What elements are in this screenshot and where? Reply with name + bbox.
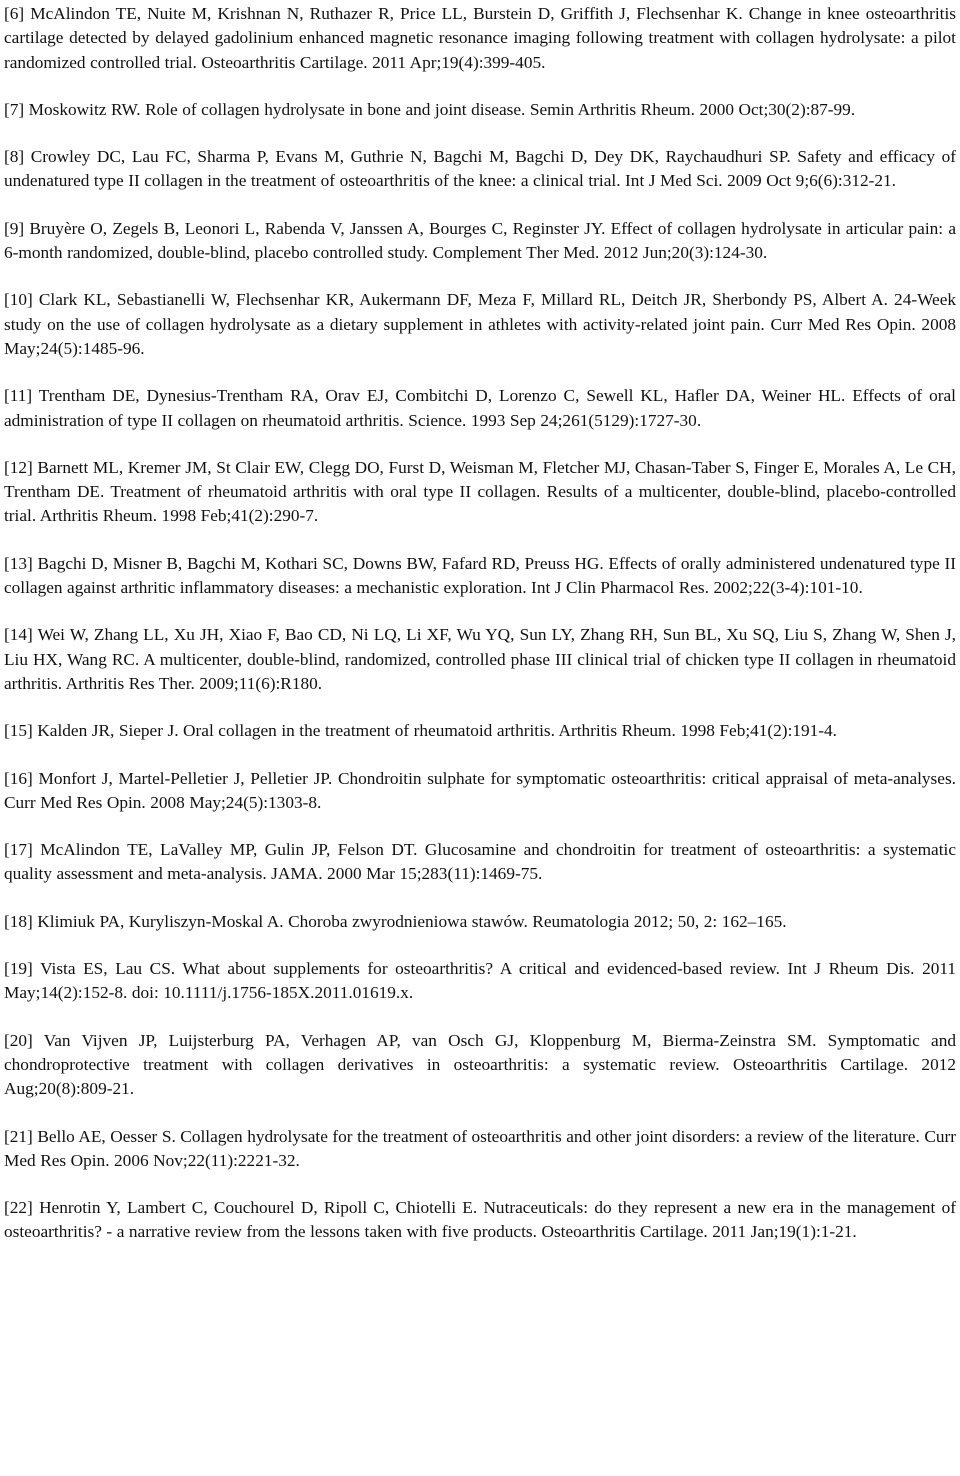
reference-7: [7] Moskowitz RW. Role of collagen hydrolysate in bone and joint disease. Semin Arthritis Rheum. 2000 Oct;30(2):87-99. <box>4 99 856 119</box>
reference-16: [16] Monfort J, Martel-Pelletier J, Pelletier JP. Chondroitin sulphate for symptomatic osteoarthritis: critical appraisal of meta-analyses. Curr Med Res Opin. 2008 May;24(5):1303-8. <box>4 768 956 812</box>
reference-19: [19] Vista ES, Lau CS. What about supplements for osteoarthritis? A critical and evidenced-based review. Int J Rheum Dis. 2011 May;14(2):152-8. doi: 10.1111/j.1756-185X.2011.01619.x. <box>4 959 956 1003</box>
reference-17: [17] McAlindon TE, LaValley MP, Gulin JP, Felson DT. Glucosamine and chondroitin for treatment of osteoarthritis: a systematic quality assessment and meta-analysis. JAMA. 2000 Mar 15;283(11):1469-75. <box>4 840 956 884</box>
reference-21: [21] Bello AE, Oesser S. Collagen hydrolysate for the treatment of osteoarthritis and other joint disorders: a review of the literature. Curr Med Res Opin. 2006 Nov;22(11):2221-32. <box>4 1126 956 1170</box>
reference-15: [15] Kalden JR, Sieper J. Oral collagen in the treatment of rheumatoid arthritis. Arthritis Rheum. 1998 Feb;41(2):191-4. <box>4 721 838 741</box>
reference-12: [12] Barnett ML, Kremer JM, St Clair EW, Clegg DO, Furst D, Weisman M, Fletcher MJ, Chasan-Taber S, Finger E, Morales A, Le CH, Trentham DE. Treatment of rheumatoid arthritis with oral type II collagen. Results of a multicenter, double-blind, placebo-controlled trial. Arthritis Rheum. 1998 Feb;41(2):290-7. <box>4 457 956 526</box>
reference-6: [6] McAlindon TE, Nuite M, Krishnan N, Ruthazer R, Price LL, Burstein D, Griffith J, Flechsenhar K. Change in knee osteoarthritis cartilage detected by delayed gadolinium enhanced magnetic resonance imaging following treatment with collagen hydrolysate: a pilot randomized controlled trial. Osteoarthritis Cartilage. 2011 Apr;19(4):399-405. <box>4 4 956 72</box>
reference-10: [10] Clark KL, Sebastianelli W, Flechsenhar KR, Aukermann DF, Meza F, Millard RL, Deitch JR, Sherbondy PS, Albert A. 24-Week study on the use of collagen hydrolysate as a dietary supplement in athletes with activity-related joint pain. Curr Med Res Opin. 2008 May;24(5):1485-96. <box>4 290 956 358</box>
reference-22: [22] Henrotin Y, Lambert C, Couchourel D, Ripoll C, Chiotelli E. Nutraceuticals: do they represent a new era in the management of osteoarthritis? - a narrative review from the lessons taken with five products. Osteoarthritis Cartilage. 2011 Jan;19(1):1-21. <box>4 1198 956 1242</box>
reference-11: [11] Trentham DE, Dynesius-Trentham RA, Orav EJ, Combitchi D, Lorenzo C, Sewell KL, Hafler DA, Weiner HL. Effects of oral administration of type II collagen on rheumatoid arthritis. Science. 1993 Sep 24;261(5129):1727-30. <box>4 386 956 430</box>
reference-9: [9] Bruyère O, Zegels B, Leonori L, Rabenda V, Janssen A, Bourges C, Reginster JY. Effect of collagen hydrolysate in articular pain: a 6-month randomized, double-blind, placebo controlled study. Complement Ther Med. 2012 Jun;20(3):124-30. <box>4 218 956 263</box>
reference-18: [18] Klimiuk PA, Kuryliszyn-Moskal A. Choroba zwyrodnieniowa stawów. Reumatologia 2012; 50, 2: 162–165. <box>4 911 787 931</box>
reference-8: [8] Crowley DC, Lau FC, Sharma P, Evans M, Guthrie N, Bagchi M, Bagchi D, Dey DK, Raychaudhuri SP. Safety and efficacy of undenatured type II collagen in the treatment of osteoarthritis of the knee: a clinical trial. Int J Med Sci. 2009 Oct 9;6(6):312-21. <box>4 147 956 191</box>
reference-14: [14] Wei W, Zhang LL, Xu JH, Xiao F, Bao CD, Ni LQ, Li XF, Wu YQ, Sun LY, Zhang RH, Sun BL, Xu SQ, Liu S, Zhang W, Shen J, Liu HX, Wang RC. A multicenter, double-blind, randomized, controlled phase III clinical trial of chicken type II collagen in rheumatoid arthritis. Arthritis Res Ther. 2009;11(6):R180. <box>4 625 956 693</box>
reference-list <box>4 2 956 1245</box>
reference-13: [13] Bagchi D, Misner B, Bagchi M, Kothari SC, Downs BW, Fafard RD, Preuss HG. Effects of orally administered undenatured type II collagen against arthritic inflammatory diseases: a mechanistic exploration. Int J Clin Pharmacol Res. 2002;22(3-4):101-10. <box>4 553 956 598</box>
reference-20: [20] Van Vijven JP, Luijsterburg PA, Verhagen AP, van Osch GJ, Kloppenburg M, Bierma-Zeinstra SM. Symptomatic and chondroprotective treatment with collagen derivatives in osteoarthritis: a systematic review. Osteoarthritis Cartilage. 2012 Aug;20(8):809-21. <box>4 1030 956 1099</box>
